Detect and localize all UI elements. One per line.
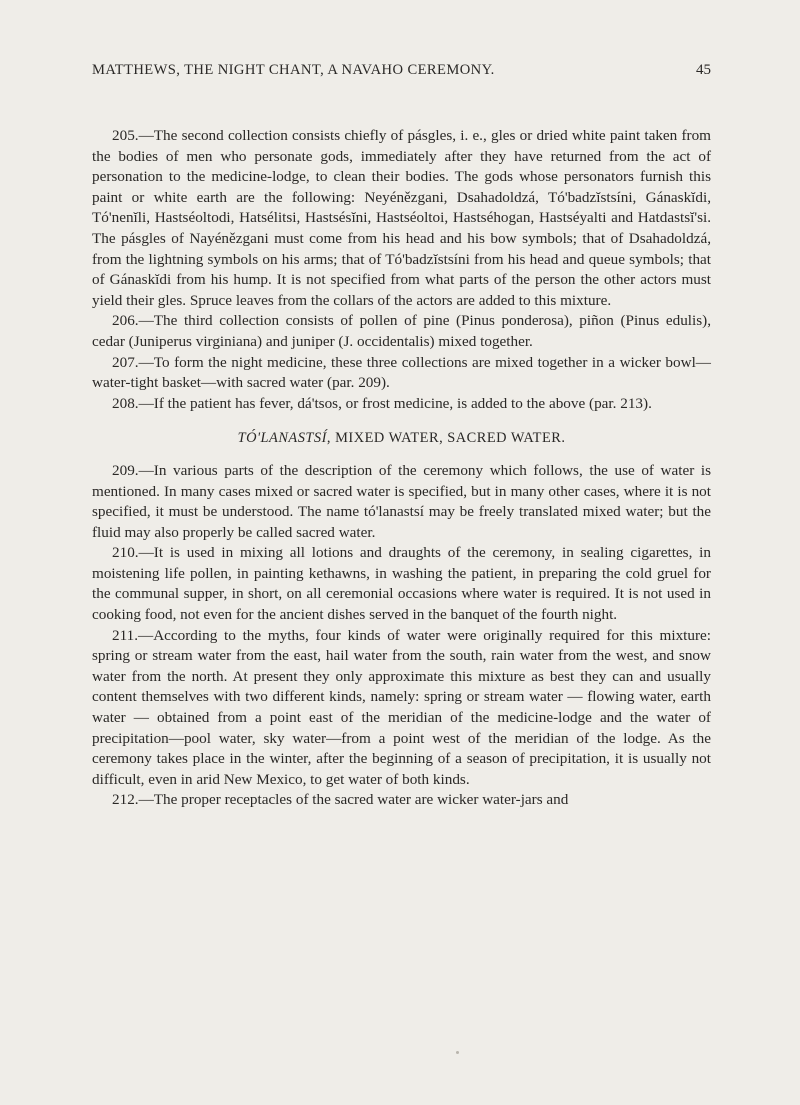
section-heading-term: TÓ'LANASTSÍ <box>237 430 327 447</box>
paragraph-212: 212.—The proper receptacles of the sacred water are wicker water-jars and <box>112 791 569 809</box>
paragraph-210: 210.—It is used in mixing all lotions and draughts of the ceremony, in sealing cigarettes, in moistening life pollen, in painting kethawns, in washing the patient, in preparing the cold gruel for the communal supper, in short, on all ceremonial occasions where water is required. It is not used in cooking food, not even for the ancient dishes served in the banquet of the fourth night. <box>92 544 711 624</box>
paragraph-211: 211.—According to the myths, four kinds of water were originally required for this mixture: spring or stream water from the east, hail water from the south, rain water from the west, and snow water from the north. At present they only approximate this mixture as best they can and usually content themselves with two different kinds, namely: spring or stream water — flowing water, earth water — obtained from a point east of the meridian of the medicine-lodge and the water of precipitation—pool water, sky water—from a point west of the meridian of the lodge. As the ceremony takes place in the winter, after the beginning of a season of precipitation, it is usually not difficult, even in arid New Mexico, to get water of both kinds. <box>92 626 711 788</box>
paragraph-207: 207.—To form the night medicine, these three collections are mixed together in a wicker bowl—water-tight basket—with sacred water (par. 209). <box>92 353 711 392</box>
page-number: 45 <box>696 62 711 78</box>
paragraph-209: 209.—In various parts of the description of the ceremony which follows, the use of water is mentioned. In many cases mixed or sacred water is specified, but in many other cases, where it is not specified, it must be understood. The name tó'lanastsí may be freely translated mixed water; but the fluid may also properly be called sacred water. <box>92 461 711 541</box>
body-text <box>92 126 711 811</box>
paragraph-208: 208.—If the patient has fever, dá'tsos, or frost medicine, is added to the above (par. 213). <box>112 394 652 412</box>
paper-speck <box>456 1051 459 1054</box>
paragraph-206: 206.—The third collection consists of pollen of pine (Pinus ponderosa), piñon (Pinus edulis), cedar (Juniperus virginiana) and juniper (J. occidentalis) mixed together. <box>92 312 711 350</box>
paragraph-205: 205.—The second collection consists chiefly of pásgles, i. e., gles or dried white paint taken from the bodies of men who personate gods, immediately after they have returned from the act of personation to the medicine-lodge, to clean their bodies. The gods whose personators furnish this paint or white earth are the following: Neyénězgani, Dsahadoldzá, Tó'badzĭstsíni, Gánaskĭdi, Tó'nenĭli, Hastséoltodi, Hatsélitsi, Hastsésĭni, Hastséoltoi, Hastséhogan, Hastséyalti and Hatdastsĭ'si. The pásgles of Nayénězgani must come from his head and his bow symbols; that of Dsahadoldzá, from the lightning symbols on his arms; that of Tó'badzĭstsíni from his head and queue symbols; that of Gánaskĭdi from his hump. It is not specified from what parts of the person the other actors must yield their gles. Spruce leaves from the collars of the actors are added to this mixture. <box>92 127 711 309</box>
section-heading <box>92 428 711 449</box>
running-title: MATTHEWS, THE NIGHT CHANT, A NAVAHO CEREMONY. <box>92 62 495 78</box>
running-head <box>92 62 711 84</box>
section-heading-rest: , MIXED WATER, SACRED WATER. <box>326 430 566 447</box>
